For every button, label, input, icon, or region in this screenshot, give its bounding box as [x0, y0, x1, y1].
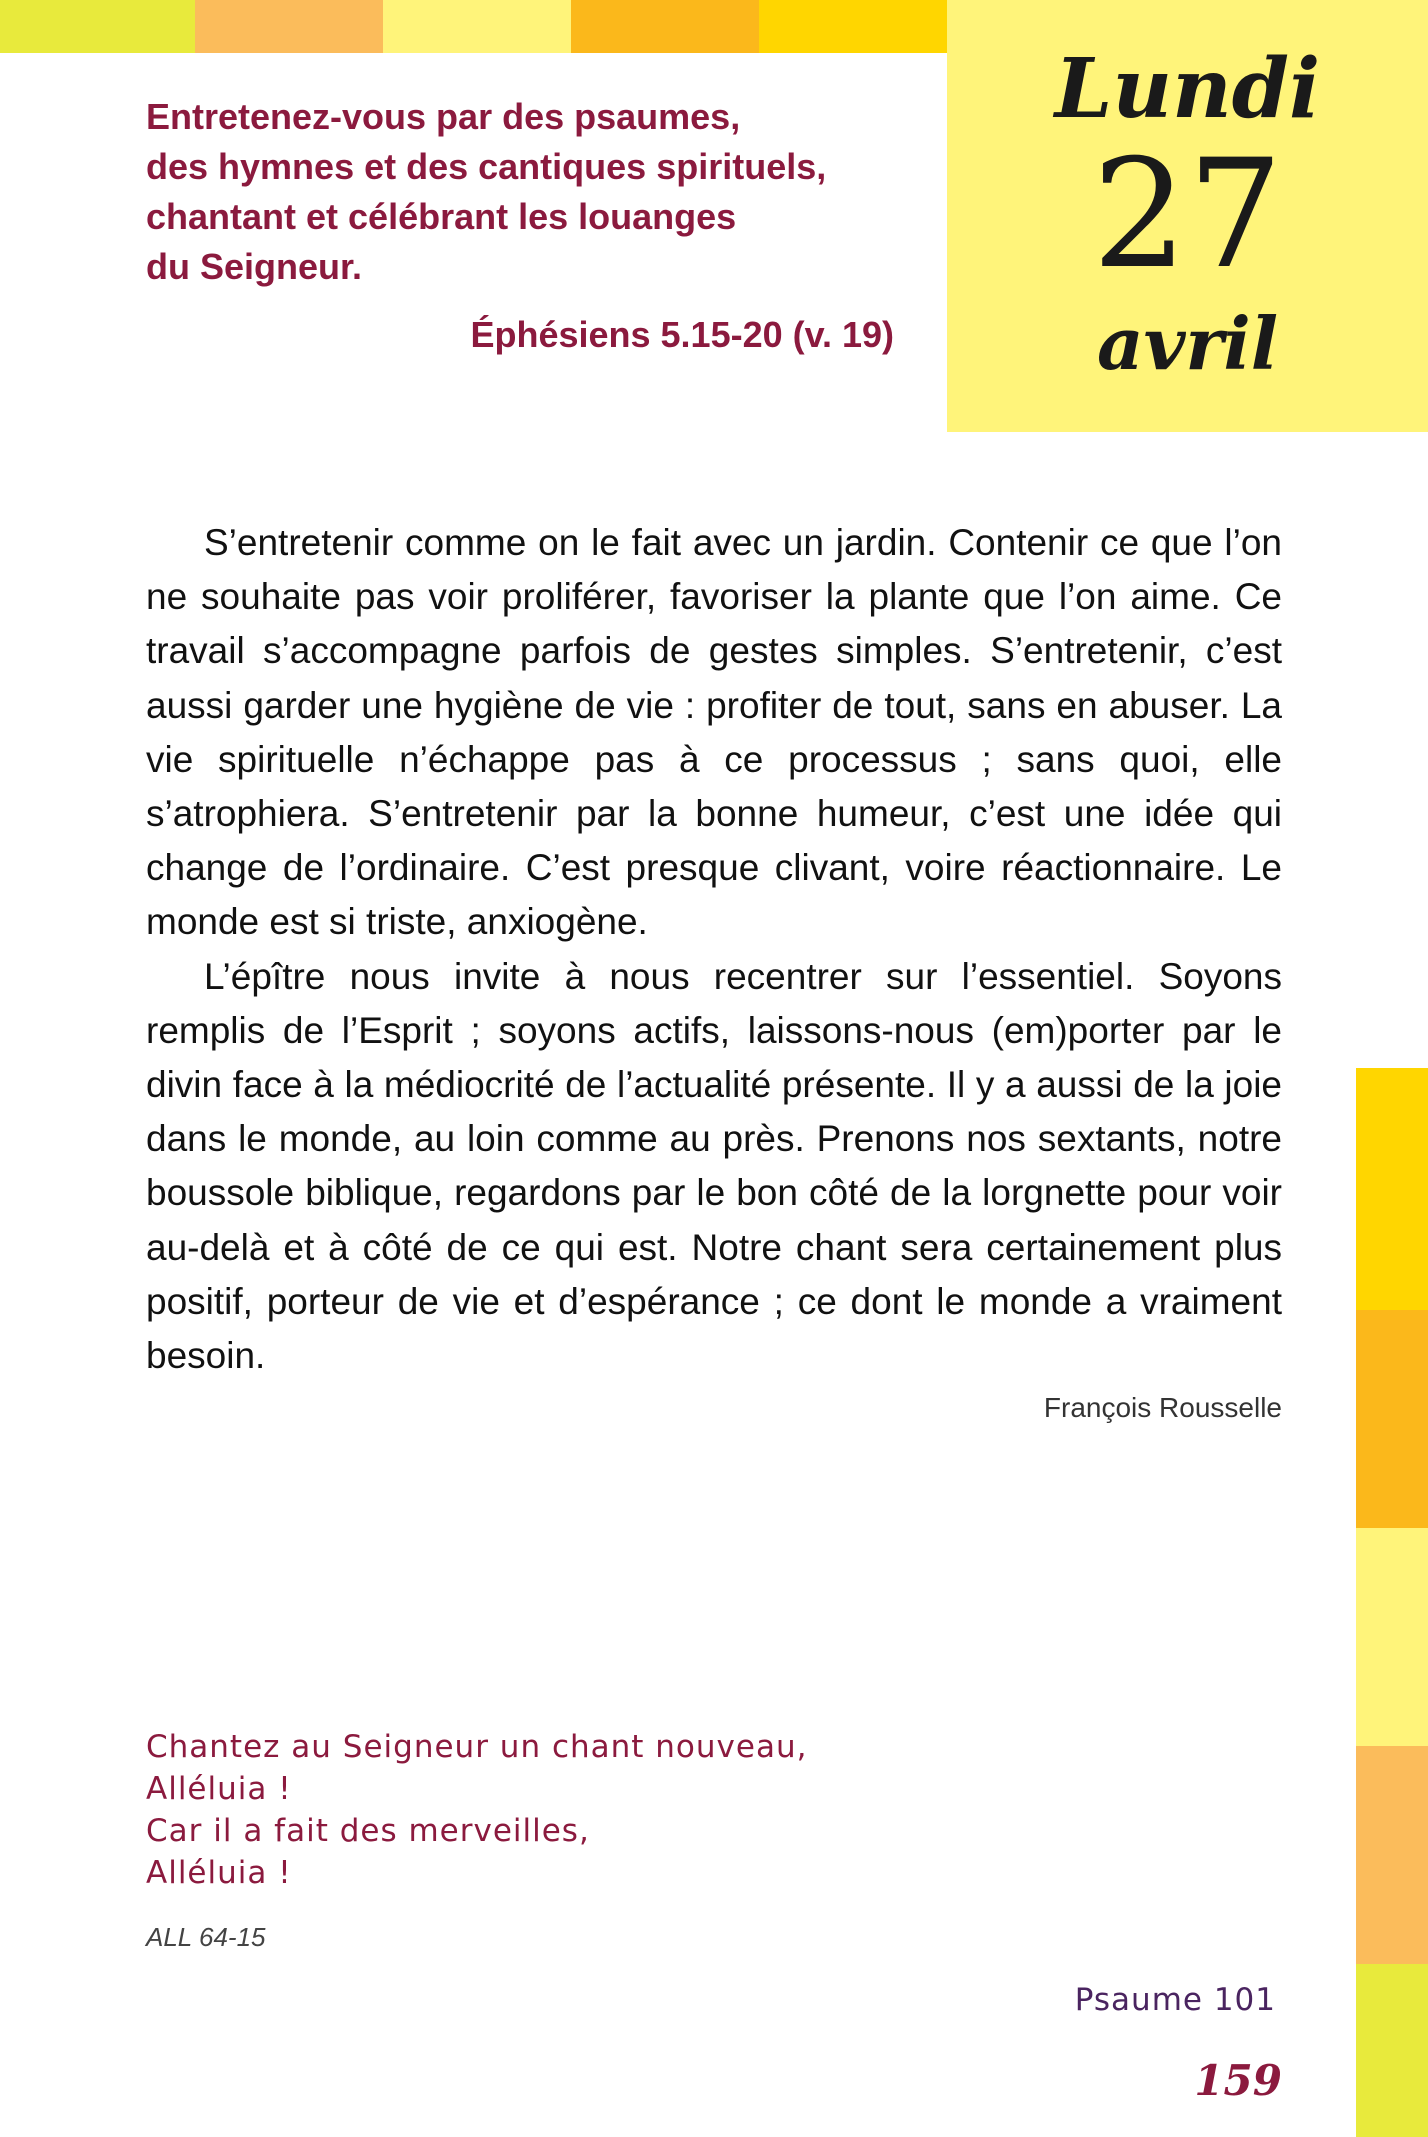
verse-line: Entretenez-vous par des psaumes,	[146, 96, 741, 137]
top-color-segment	[0, 0, 195, 53]
song-line: Alléluia !	[146, 1855, 292, 1891]
verse-line: des hymnes et des cantiques spirituels,	[146, 146, 827, 187]
paragraph: L’épître nous invite à nous recentrer sur l’essentiel. Soyons remplis de l’Esprit ; soyons actifs, laissons-nous (em)porter par le divin face à la médiocrité de l’actualité présente. Il y a aussi de la joie dans le monde, au loin comme au près. Prenons nos sextants, notre boussole biblique, regardons par le bon côté de la lorgnette pour voir au-delà et à côté de ce qui est. Notre chant sera certainement plus positif, porteur de vie et d’espérance ; ce dont le monde a vraiment besoin.	[146, 955, 1282, 1377]
side-color-segment	[1356, 1068, 1428, 1310]
song-reference: ALL 64-15	[146, 1922, 266, 1952]
side-color-segment	[1356, 1746, 1428, 1964]
date-month: avril	[1096, 301, 1279, 386]
paragraph: S’entretenir comme on le fait avec un jardin. Contenir ce que l’on ne souhaite pas voir proliférer, favoriser la plante que l’on aime. Ce travail s’accompagne parfois de gestes simples. S’entretenir, c’est aussi garder une hygiène de vie : profiter de tout, sans en abuser. La vie spirituelle n’échappe pas à ce processus ; sans quoi, elle s’atrophiera. S’entretenir par la bonne humeur, c’est une idée qui change de l’ordinaire. C’est presque clivant, voire réactionnaire. Le monde est si triste, anxiogène.	[146, 522, 1282, 943]
top-color-segment	[571, 0, 759, 53]
date-day: Lundi	[1054, 41, 1321, 137]
top-color-segment	[383, 0, 571, 53]
date-number: 27	[1092, 128, 1283, 302]
verse-line: chantant et célébrant les louanges	[146, 196, 737, 237]
song-line: Alléluia !	[146, 1771, 292, 1807]
top-color-segment	[759, 0, 947, 53]
meditation-text	[146, 516, 1282, 1383]
song-line: Chantez au Seigneur un chant nouveau,	[146, 1729, 808, 1765]
side-color-bar	[1356, 1068, 1428, 2137]
side-color-segment	[1356, 1964, 1428, 2137]
side-color-segment	[1356, 1310, 1428, 1528]
side-color-segment	[1356, 1528, 1428, 1746]
date-box	[947, 0, 1428, 432]
verse-line: du Seigneur.	[146, 246, 363, 287]
verse-reference: Éphésiens 5.15-20 (v. 19)	[470, 314, 894, 355]
verse-quote	[146, 92, 926, 292]
song-lyrics	[146, 1726, 946, 1894]
author-signature: François Rousselle	[1043, 1392, 1282, 1423]
page-number: 159	[1194, 2056, 1282, 2105]
psalm-reading: Psaume 101	[1074, 1982, 1276, 2018]
song-line: Car il a fait des merveilles,	[146, 1813, 590, 1849]
top-color-bar	[0, 0, 947, 53]
top-color-segment	[195, 0, 383, 53]
